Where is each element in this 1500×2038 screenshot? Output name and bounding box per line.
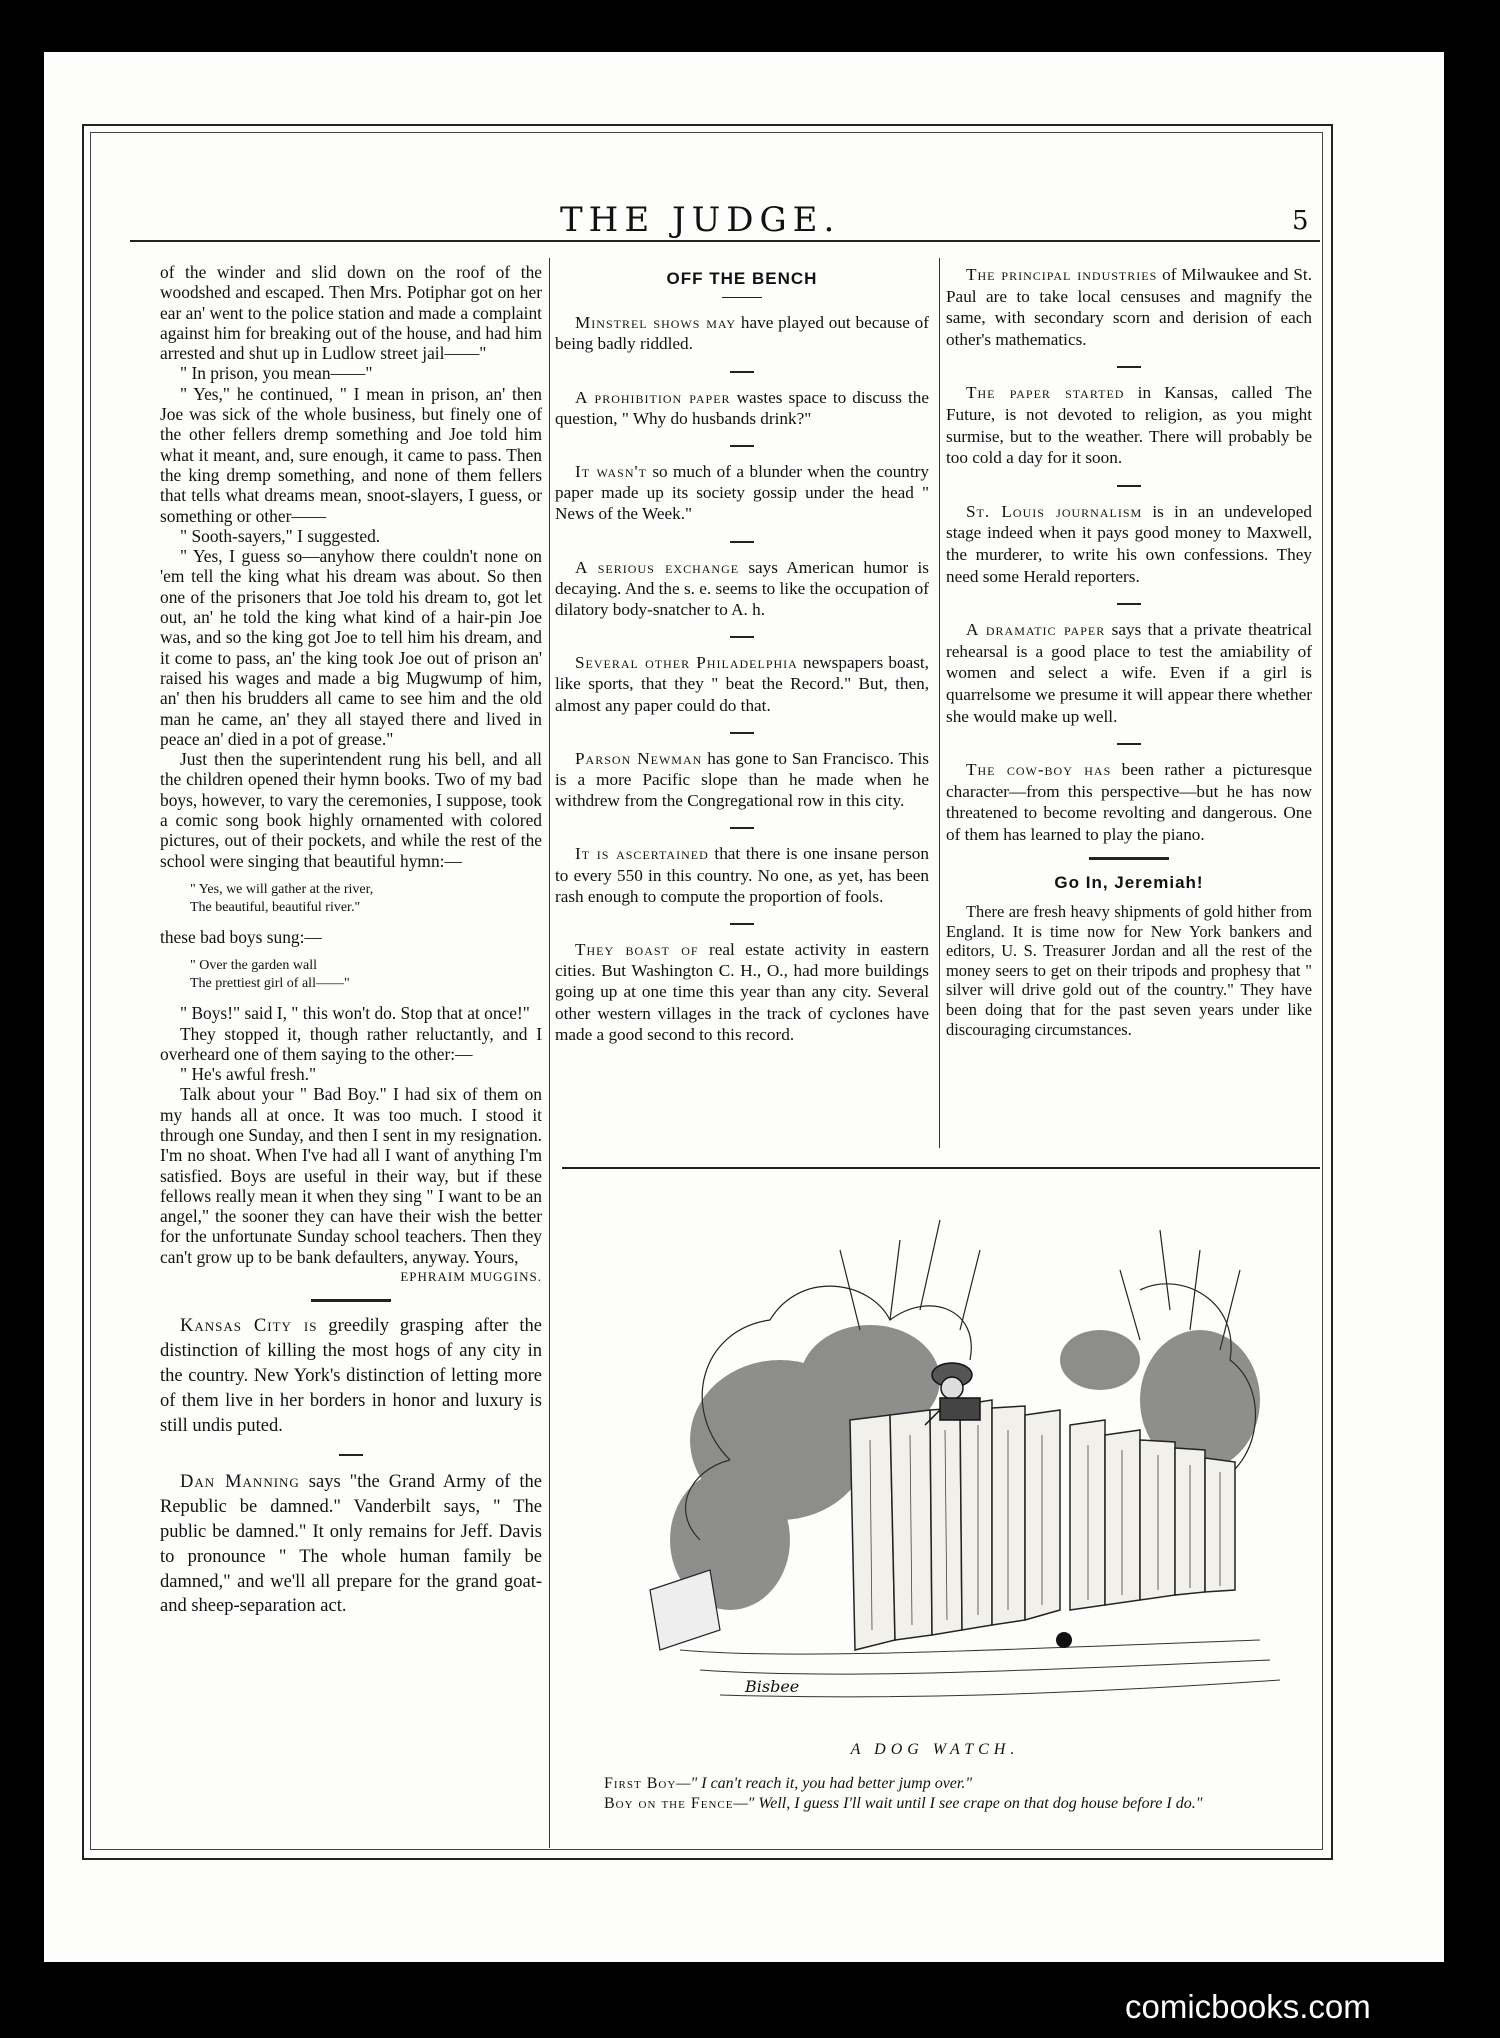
item-separator: [730, 371, 754, 373]
column-3: [946, 264, 1312, 1039]
item-text: that there is one insane person to every 550 in this country. No one, as yet, has been rash enough to compute the proportion of fools.: [555, 844, 929, 906]
item-separator: [730, 923, 754, 925]
item-text: been rather a picturesque character—from this perspective—but he has now threatened to become revolting and dangerous. One of them has learned to play the piano.: [946, 760, 1312, 844]
item-text: has gone to San Francisco. This is a more Pacific slope than he made when he withdrew from the Congregational row in this city.: [555, 748, 929, 811]
section-rule: [1089, 857, 1169, 860]
section-rule: [311, 1299, 391, 1302]
item-lead: Several other Philadelphia: [575, 653, 798, 673]
kansas-city-item: [160, 1314, 542, 1438]
ball-icon: [1056, 1632, 1072, 1648]
paragraph: Just then the superintendent rung his bell, and all the children opened their hymn books. Two of my bad boys, however, to vary the ceremonies, I suppose, took a comic song book highly ornamented with colored pictures, out of their pockets, and while the rest of the school were singing that beautiful hymn:—: [160, 749, 542, 871]
item-separator: [730, 636, 754, 638]
paragraph: " He's awful fresh.": [180, 1064, 317, 1085]
masthead: THE JUDGE.: [560, 200, 841, 240]
item-text: says American humor is decaying. And the s. e. seems to like the occupation of dilatory body-snatcher to A. h.: [555, 557, 929, 620]
paragraph: They stopped it, though rather reluctantly, and I overheard one of them saying to the other:—: [160, 1023, 542, 1064]
item-separator: [1117, 366, 1141, 368]
item-text: newspapers boast, like sports, that they " beat the Record." But, then, almost any paper could do that.: [555, 653, 929, 715]
item-separator: [730, 732, 754, 734]
item-lead: The principal industries: [966, 265, 1158, 284]
item-separator: [1117, 603, 1141, 605]
paragraph: " In prison, you mean——": [180, 363, 373, 384]
page-number: 5: [1292, 206, 1309, 236]
paragraph: " Boys!" said I, " this won't do. Stop that at once!": [180, 1003, 530, 1024]
item-lead: Parson Newman: [575, 748, 703, 768]
illustration-caption: [560, 1740, 1310, 1814]
paragraph: these bad boys sung:—: [160, 926, 322, 947]
column-divider-2: [939, 258, 940, 1148]
item-separator: [730, 445, 754, 447]
item-text: real estate activity in eastern cities. But Washington C. H., O., had more buildings going up at one time this year than any city. Several other western villages in the track of cyclones have made a good second to this record.: [555, 940, 929, 1044]
item-separator: [730, 541, 754, 543]
item-lead: A dramatic paper: [966, 620, 1106, 640]
item-text: says that a private theatrical rehearsal is a good place to test the amiability of women and select a wife. Even if a girl is quarrelsome we presume it will appear there whether she would make up well.: [946, 620, 1312, 726]
quote-line: " Yes, we will gather at the river,: [190, 881, 374, 897]
item-text: says "the Grand Army of the Republic be damned." Vanderbilt says, " The public be damned." It only remains for Jeff. Davis to pronounce " The whole human family be damned," and we'll all prepare for the grand goat-and sheep-separation act.: [160, 1472, 542, 1617]
paragraph: " Sooth-sayers," I suggested.: [180, 525, 381, 546]
item-lead: St. Louis journalism: [966, 501, 1143, 521]
column-1: [160, 262, 542, 1619]
quote-line: The beautiful, beautiful river.": [190, 899, 361, 915]
caption-line: [560, 1774, 1310, 1794]
signature: EPHRAIM MUGGINS.: [400, 1269, 542, 1285]
dog-watch-illustration: [640, 1210, 1320, 1730]
item-text: of Milwaukee and St. Paul are to take local censuses and magnify the same, with secondary scorn and derision of each other's mathematics.: [946, 265, 1312, 349]
item-separator: [730, 827, 754, 829]
section-heading: Go In, Jeremiah!: [1054, 873, 1204, 893]
masthead-rule: [130, 240, 1320, 242]
item-text: so much of a blunder when the country paper made up its society gossip under the head " News of the Week.": [555, 462, 929, 524]
item-text: have played out because of being badly riddled.: [555, 313, 929, 354]
column-2: [555, 262, 929, 1045]
item-lead: It is ascertained: [575, 844, 709, 864]
speaker: Boy on the Fence: [604, 1795, 734, 1812]
quote-line: " Over the garden wall: [190, 958, 317, 974]
item-separator: [1117, 743, 1141, 745]
item-lead: A prohibition paper: [575, 387, 731, 407]
item-text: in Kansas, called The Future, is not devoted to religion, as you might surmise, but to the weather. There will probably be too cold a day for it soon.: [946, 383, 1313, 468]
hymn-quote: [190, 881, 542, 917]
item-text: greedily grasping after the distinction of killing the most hogs of any city in the country. New York's distinction of letting more of them live in her borders in honor and luxury is still undis puted.: [160, 1316, 542, 1436]
caption-title: A DOG WATCH.: [850, 1741, 1020, 1758]
item-lead: The cow-boy has: [966, 760, 1112, 780]
speaker: First Boy: [604, 1775, 677, 1792]
item-lead: A serious exchange: [575, 557, 740, 577]
paragraph: There are fresh heavy shipments of gold hither from England. It is time now for New York bankers and editors, U. S. Treasurer Jordan and all the rest of the money seers to get on their tripods and prophesy that " silver will drive gold out of the country." They have been doing that for the past seven years under like discouraging circumstances.: [946, 902, 1312, 1039]
illustration-rule: [562, 1167, 1320, 1169]
dan-manning-item: [160, 1470, 542, 1619]
item-lead: Kansas City is: [180, 1316, 318, 1337]
dialogue: —" I can't reach it, you had better jump over.": [676, 1775, 973, 1792]
dialogue: —" Well, I guess I'll wait until I see crape on that dog house before I do.": [733, 1795, 1203, 1812]
item-lead: Dan Manning: [180, 1472, 300, 1493]
item-lead: The paper started: [966, 383, 1125, 403]
site-watermark: comicbooks.com: [1125, 1988, 1371, 2025]
column-divider-1: [549, 258, 550, 1848]
caption-line: [560, 1794, 1310, 1814]
paragraph: Talk about your " Bad Boy." I had six of them on my hands all at once. It was too much. I stood it through one Sunday, and then I sent in my resignation. I'm no shoat. When I've had all I want of anything I'm satisfied. Boys are useful in their way, but if these fellows really mean it when they sing " I want to be an angel," the sooner they can have their wish the better for the unfortunate Sunday school teachers. Then they can't grow up to be bank defaulters, anyway. Yours,: [160, 1084, 542, 1267]
song-quote: [190, 957, 542, 993]
quote-line: The prettiest girl of all——": [190, 976, 350, 992]
item-separator: [1117, 485, 1141, 487]
item-lead: They boast of: [575, 940, 699, 960]
paragraph: " Yes," he continued, " I mean in prison, an' then Joe was sick of the whole business, but finely one of the other fellers dremp something and Joe told him what it meant, and, sure enough, it came to pass. Then the king dremp something, and none of them fellers that tells what dreams mean, snoot-slayers, I guess, or something or other——: [160, 383, 542, 526]
item-text: is in an undeveloped stage indeed when it pays good money to Maxwell, the murderer, to write his own confessions. They need some Herald reporters.: [946, 501, 1312, 586]
paragraph: of the winder and slid down on the roof of the woodshed and escaped. Then Mrs. Potiphar got on her ear an' went to the police station and made a complaint against him for breaking out of the house, and had him arrested and shut up in Ludlow street jail——": [160, 262, 542, 364]
heading-rule: [722, 297, 762, 298]
item-text: wastes space to discuss the question, " Why do husbands drink?": [555, 387, 930, 428]
artist-signature: Bisbee: [745, 1677, 800, 1696]
item-lead: It wasn't: [575, 462, 647, 482]
section-heading: OFF THE BENCH: [666, 269, 818, 288]
item-separator: [339, 1454, 363, 1456]
paragraph: " Yes, I guess so—anyhow there couldn't none on 'em tell the king what his dream was about. So then one of the prisoners that Joe told his dream to, got let out, an' he told the king what kind of a hair-pin Joe was, and so the king got Joe to tell him his dream, and it come to pass, an' the king took Joe out of prison an' raised his wages and made a big Mugwump of him, an' then his brudders all came to see him and the old man he came, an' they all stayed there and lived in peace an' died in a pot of grease.": [160, 546, 542, 749]
item-lead: Minstrel shows may: [575, 313, 737, 333]
